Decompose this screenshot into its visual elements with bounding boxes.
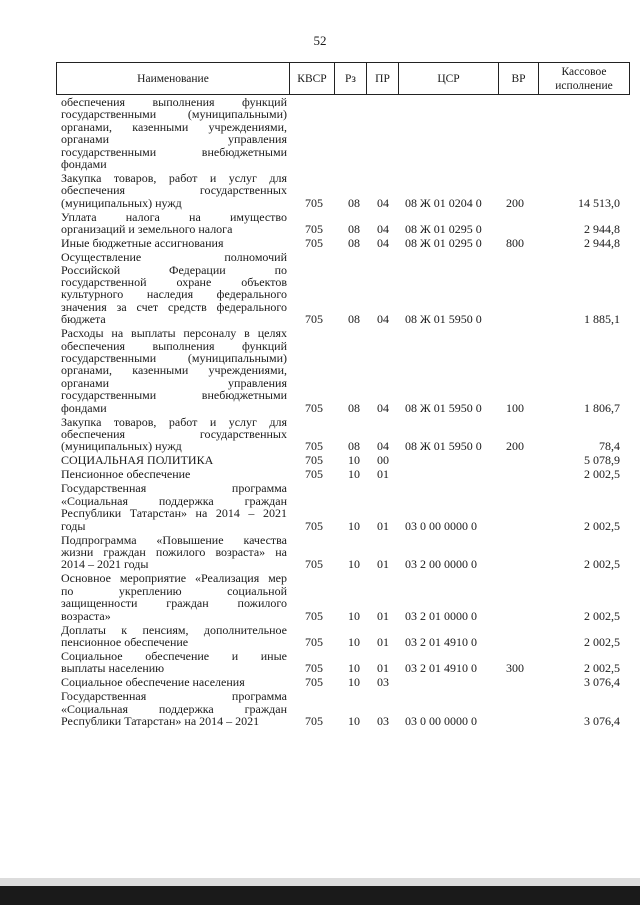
- row-name: [61, 327, 287, 414]
- row-name-line: бюджета: [61, 312, 106, 327]
- row-kvsr: 705: [305, 312, 323, 327]
- table-row: [0, 676, 640, 688]
- row-name-line: возраста»: [61, 608, 111, 623]
- row-name-line: Закупка товаров, работ и услуг для: [61, 414, 287, 429]
- header-pr: ПР: [366, 63, 398, 94]
- table-row: [0, 172, 640, 209]
- row-sum: 14 513,0: [578, 195, 620, 210]
- row-name: [61, 624, 287, 649]
- row-rz: 10: [348, 608, 360, 623]
- row-sum: 5 078,9: [584, 453, 620, 468]
- row-vr: 800: [506, 236, 524, 251]
- row-pr: 04: [377, 312, 389, 327]
- table-row: [0, 416, 640, 453]
- row-csr: 03 2 01 0000 0: [405, 608, 477, 623]
- table-row: [0, 534, 640, 571]
- row-kvsr: 705: [305, 236, 323, 251]
- row-pr: 04: [377, 439, 389, 454]
- row-csr: 08 Ж 01 0295 0: [405, 236, 482, 251]
- row-name: [61, 534, 287, 571]
- row-pr: 01: [377, 557, 389, 572]
- row-name-line: Государственная программа: [61, 689, 287, 704]
- row-sum: 3 076,4: [584, 675, 620, 690]
- row-rz: 08: [348, 236, 360, 251]
- table-row: [0, 572, 640, 622]
- row-vr: 200: [506, 439, 524, 454]
- row-name: [61, 251, 287, 325]
- table-row: [0, 237, 640, 249]
- row-csr: 03 2 01 4910 0: [405, 661, 477, 676]
- row-csr: 03 0 00 0000 0: [405, 714, 477, 729]
- row-name-line: обеспечения государственных: [61, 183, 287, 198]
- row-kvsr: 705: [305, 714, 323, 729]
- row-vr: 100: [506, 400, 524, 415]
- row-rz: 10: [348, 467, 360, 482]
- row-name-line: обеспечения выполнения функций: [61, 95, 287, 109]
- row-csr: 03 2 00 0000 0: [405, 557, 477, 572]
- row-pr: 04: [377, 222, 389, 237]
- row-name-line: пенсионное обеспечение: [61, 634, 189, 649]
- row-sum: 2 002,5: [584, 518, 620, 533]
- row-name-line: фондами: [61, 400, 107, 415]
- row-name: [61, 454, 287, 466]
- row-name-line: защищенности граждан пожилого: [61, 596, 287, 611]
- row-name-line: (муниципальных) нужд: [61, 439, 182, 454]
- row-name: [61, 650, 287, 675]
- row-rz: 08: [348, 312, 360, 327]
- row-pr: 03: [377, 714, 389, 729]
- row-name-line: Подпрограмма «Повышение качества: [61, 532, 287, 547]
- row-name: [61, 572, 287, 622]
- row-kvsr: 705: [305, 467, 323, 482]
- row-name-line: организаций и земельного налога: [61, 222, 233, 237]
- row-kvsr: 705: [305, 608, 323, 623]
- scan-edge: [0, 878, 640, 905]
- row-name-line: Российской Федерации по: [61, 262, 287, 277]
- row-pr: 03: [377, 675, 389, 690]
- row-name-line: Осуществление полномочий: [61, 250, 287, 265]
- row-name-line: органами, казенными учреждениями,: [61, 363, 287, 378]
- table-row: [0, 454, 640, 466]
- row-name: [61, 690, 287, 727]
- row-sum: 78,4: [599, 439, 620, 454]
- row-kvsr: 705: [305, 400, 323, 415]
- row-csr: 08 Ж 01 0204 0: [405, 195, 482, 210]
- row-pr: 01: [377, 467, 389, 482]
- row-name-line: Социальное обеспечение и иные: [61, 649, 287, 663]
- row-name-line: культурного наследия федерального: [61, 287, 287, 302]
- row-name-line: Основное мероприятие «Реализация мер: [61, 571, 287, 586]
- row-rz: 10: [348, 634, 360, 649]
- row-pr: 04: [377, 400, 389, 415]
- row-sum: 1 885,1: [584, 312, 620, 327]
- row-name-line: Уплата налога на имущество: [61, 209, 287, 224]
- row-name-line: по укреплению социальной: [61, 583, 287, 598]
- row-kvsr: 705: [305, 195, 323, 210]
- row-csr: 03 2 01 4910 0: [405, 634, 477, 649]
- row-name-line: Расходы на выплаты персоналу в целях: [61, 326, 287, 341]
- row-name-line: Республики Татарстан» на 2014 – 2021: [61, 506, 287, 521]
- row-name-line: «Социальная поддержка граждан: [61, 701, 287, 716]
- row-kvsr: 705: [305, 518, 323, 533]
- header-sum: Кассовое исполнение: [538, 63, 629, 94]
- row-vr: 200: [506, 195, 524, 210]
- row-name-line: жизни граждан пожилого возраста» на: [61, 544, 287, 559]
- row-name-line: (муниципальных) нужд: [61, 195, 182, 210]
- row-name-line: Иные бюджетные ассигнования: [61, 236, 224, 251]
- header-csr: ЦСР: [398, 63, 498, 94]
- row-name-line: государственными внебюджетными: [61, 388, 287, 403]
- row-name: [61, 482, 287, 532]
- row-name-line: значения за счет средств федерального: [61, 299, 287, 314]
- row-rz: 10: [348, 675, 360, 690]
- row-sum: 2 002,5: [584, 467, 620, 482]
- table-header: [56, 62, 630, 95]
- row-name-line: фондами: [61, 156, 107, 171]
- row-pr: 01: [377, 661, 389, 676]
- row-name: [61, 676, 287, 688]
- row-csr: 08 Ж 01 0295 0: [405, 222, 482, 237]
- row-name: [61, 96, 287, 170]
- table-row: [0, 211, 640, 236]
- row-rz: 08: [348, 222, 360, 237]
- row-vr: 300: [506, 661, 524, 676]
- row-name-line: Социальное обеспечение населения: [61, 675, 245, 690]
- row-name: [61, 416, 287, 453]
- row-csr: 08 Ж 01 5950 0: [405, 400, 482, 415]
- row-pr: 01: [377, 608, 389, 623]
- row-kvsr: 705: [305, 453, 323, 468]
- row-name-line: Доплаты к пенсиям, дополнительное: [61, 622, 287, 637]
- row-sum: 2 002,5: [584, 634, 620, 649]
- row-csr: 08 Ж 01 5950 0: [405, 439, 482, 454]
- row-pr: 01: [377, 518, 389, 533]
- row-csr: 03 0 00 0000 0: [405, 518, 477, 533]
- row-kvsr: 705: [305, 675, 323, 690]
- table-row: [0, 327, 640, 414]
- row-rz: 10: [348, 518, 360, 533]
- table-row: [0, 690, 640, 727]
- row-kvsr: 705: [305, 222, 323, 237]
- header-vr: ВР: [498, 63, 538, 94]
- row-sum: 2 002,5: [584, 608, 620, 623]
- table-row: [0, 482, 640, 532]
- table-row: [0, 468, 640, 480]
- row-name-line: Закупка товаров, работ и услуг для: [61, 171, 287, 185]
- page-number: 52: [313, 33, 327, 48]
- row-kvsr: 705: [305, 439, 323, 454]
- table-row: [0, 96, 640, 170]
- row-sum: 2 002,5: [584, 557, 620, 572]
- header-name: Наименование: [137, 72, 209, 85]
- row-pr: 00: [377, 453, 389, 468]
- table-row: [0, 624, 640, 649]
- row-rz: 08: [348, 195, 360, 210]
- row-name-line: органами, казенными учреждениями,: [61, 119, 287, 134]
- row-name-line: СОЦИАЛЬНАЯ ПОЛИТИКА: [61, 453, 214, 468]
- table-row: [0, 650, 640, 675]
- header-rz: Рз: [334, 63, 366, 94]
- row-rz: 08: [348, 400, 360, 415]
- row-name: [61, 468, 287, 480]
- row-name: [61, 237, 287, 249]
- row-sum: 1 806,7: [584, 400, 620, 415]
- row-kvsr: 705: [305, 661, 323, 676]
- row-sum: 3 076,4: [584, 714, 620, 729]
- header-kvsr: КВСР: [289, 63, 334, 94]
- row-pr: 01: [377, 634, 389, 649]
- row-rz: 10: [348, 557, 360, 572]
- row-name-line: государственными (муниципальными): [61, 350, 287, 365]
- row-kvsr: 705: [305, 557, 323, 572]
- row-rz: 10: [348, 453, 360, 468]
- row-name-line: государственными внебюджетными: [61, 144, 287, 159]
- row-rz: 08: [348, 439, 360, 454]
- row-name-line: обеспечения государственных: [61, 426, 287, 441]
- row-name-line: «Социальная поддержка граждан: [61, 493, 287, 508]
- row-rz: 10: [348, 714, 360, 729]
- row-name-line: обеспечения выполнения функций: [61, 338, 287, 353]
- row-sum: 2 944,8: [584, 222, 620, 237]
- row-pr: 04: [377, 236, 389, 251]
- row-name-line: Пенсионное обеспечение: [61, 467, 191, 482]
- row-name-line: годы: [61, 518, 86, 533]
- row-kvsr: 705: [305, 634, 323, 649]
- row-sum: 2 002,5: [584, 661, 620, 676]
- table-row: [0, 251, 640, 325]
- row-sum: 2 944,8: [584, 236, 620, 251]
- row-name-line: органами управления: [61, 375, 287, 390]
- row-name-line: Государственная программа: [61, 481, 287, 496]
- row-pr: 04: [377, 195, 389, 210]
- row-name-line: выплаты населению: [61, 661, 165, 676]
- row-name-line: 2014 – 2021 годы: [61, 557, 149, 572]
- row-name: [61, 211, 287, 236]
- row-name: [61, 172, 287, 209]
- row-name-line: государственными (муниципальными): [61, 107, 287, 122]
- row-rz: 10: [348, 661, 360, 676]
- row-csr: 08 Ж 01 5950 0: [405, 312, 482, 327]
- row-name-line: государственной охране объектов: [61, 274, 287, 289]
- row-name-line: Республики Татарстан» на 2014 – 2021: [61, 714, 260, 729]
- row-name-line: органами управления: [61, 132, 287, 147]
